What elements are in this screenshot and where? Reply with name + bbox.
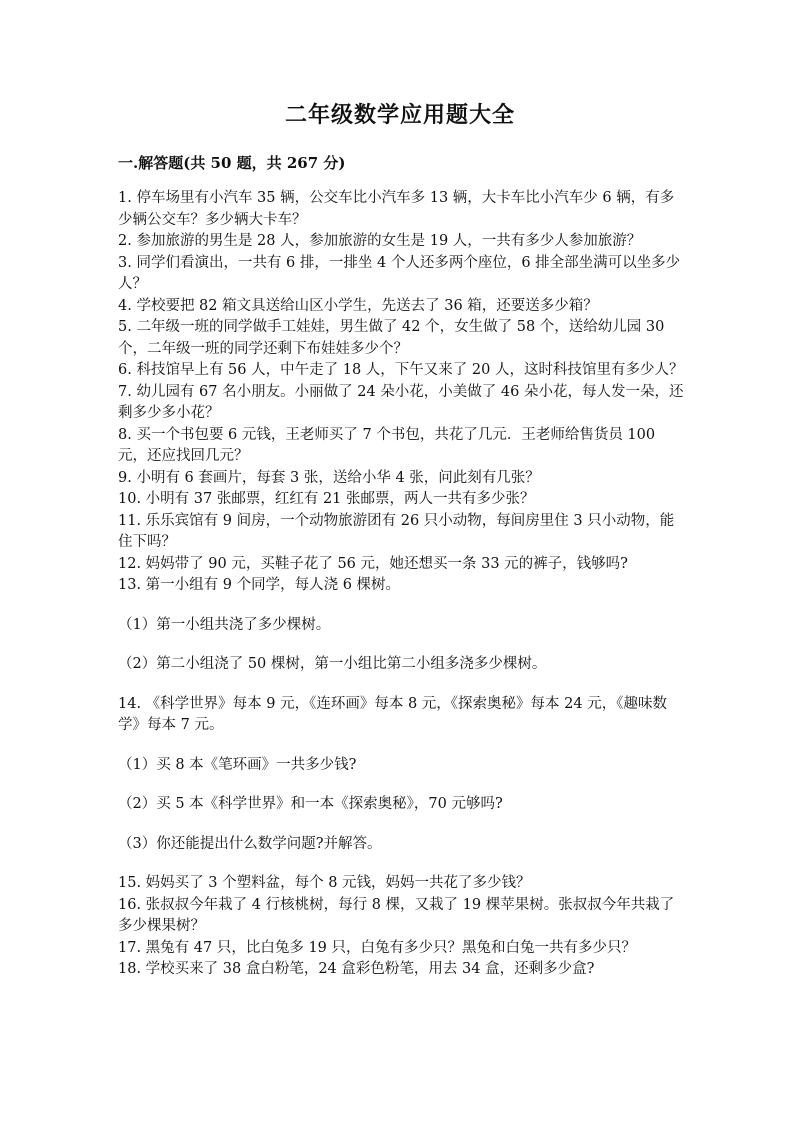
question-16: 16. 张叔叔今年栽了 4 行核桃树，每行 8 棵，又栽了 19 棵苹果树。张叔叔今年共栽了多少棵果树？ <box>118 896 675 934</box>
question-10: 10. 小明有 37 张邮票，红红有 21 张邮票，两人一共有多少张？ <box>118 491 535 507</box>
question-15: 15. 妈妈买了 3 个塑料盆，每个 8 元钱，妈妈一共花了多少钱？ <box>118 875 531 891</box>
question-14-part-2: （2）买 5 本《科学世界》和一本《探索奥秘》，70 元够吗? <box>118 796 503 812</box>
question-9: 9. 小明有 6 套画片，每套 3 张，送给小华 4 张，问此刻有几张？ <box>118 469 540 486</box>
question-13-part-1: （1）第一小组共浇了多少棵树。 <box>118 616 331 633</box>
question-2: 2. 参加旅游的男生是 28 人，参加旅游的女生是 19 人，一共有多少人参加旅游？ <box>118 233 642 249</box>
question-5: 5. 二年级一班的同学做手工娃娃，男生做了 42 个，女生做了 58 个，送给幼儿园 30 个，二年级一班的同学还剩下布娃娃多少个？ <box>118 319 665 357</box>
question-11: 11. 乐乐宾馆有 9 间房，一个动物旅游团有 26 只小动物，每间房里住 3 只小动物，能住下吗？ <box>118 512 675 550</box>
question-13-part-2: （2）第二小组浇了 50 棵树，第一小组比第二小组多浇多少棵树。 <box>118 656 547 672</box>
question-12: 12. 妈妈带了 90 元，买鞋子花了 56 元，她还想买一条 33 元的裤子，钱够吗? <box>118 555 628 572</box>
question-1: 1. 停车场里有小汽车 35 辆，公交车比小汽车多 13 辆，大卡车比小汽车少 6 辆，有多少辆公交车？多少辆大卡车？ <box>118 190 675 228</box>
page-title: 二年级数学应用题大全 <box>284 102 515 128</box>
question-3: 3. 同学们看演出，一共有 6 排，一排坐 4 个人还多两个座位，6 排全部坐满可以坐多少人？ <box>118 254 681 292</box>
question-18: 18. 学校买来了 38 盒白粉笔，24 盒彩色粉笔，用去 34 盒，还剩多少盒? <box>118 961 595 977</box>
question-14-part-3: （3）你还能提出什么数学问题?并解答。 <box>118 835 382 852</box>
question-7: 7. 幼儿园有 67 名小朋友。小丽做了 24 朵小花，小美做了 46 朵小花，每人发一朵，还剩多少多小花？ <box>118 383 684 421</box>
section-heading: 一.解答题(共 50 题，共 267 分) <box>118 154 346 172</box>
question-4: 4. 学校要把 82 箱文具送给山区小学生，先送去了 36 箱，还要送多少箱？ <box>118 297 598 314</box>
question-13: 13. 第一小组有 9 个同学，每人浇 6 棵树。 <box>118 577 401 593</box>
question-6: 6. 科技馆早上有 56 人，中午走了 18 人，下午又来了 20 人，这时科技馆里有多少人？ <box>118 362 684 378</box>
question-8: 8. 买一个书包要 6 元钱，王老师买了 7 个书包，共花了几元．王老师给售货员 100 元，还应找回几元？ <box>118 426 656 464</box>
question-list <box>118 188 684 981</box>
question-14-part-1: （1）买 8 本《笔环画》一共多少钱? <box>118 756 357 773</box>
question-14: 14. 《科学世界》每本 9 元，《连环画》每本 8 元，《探索奥秘》每本 24 元，《趣味数学》每本 7 元。 <box>118 695 667 733</box>
question-17: 17. 黑兔有 47 只，比白兔多 19 只，白兔有多少只？黑兔和白兔一共有多少只？ <box>118 939 637 956</box>
